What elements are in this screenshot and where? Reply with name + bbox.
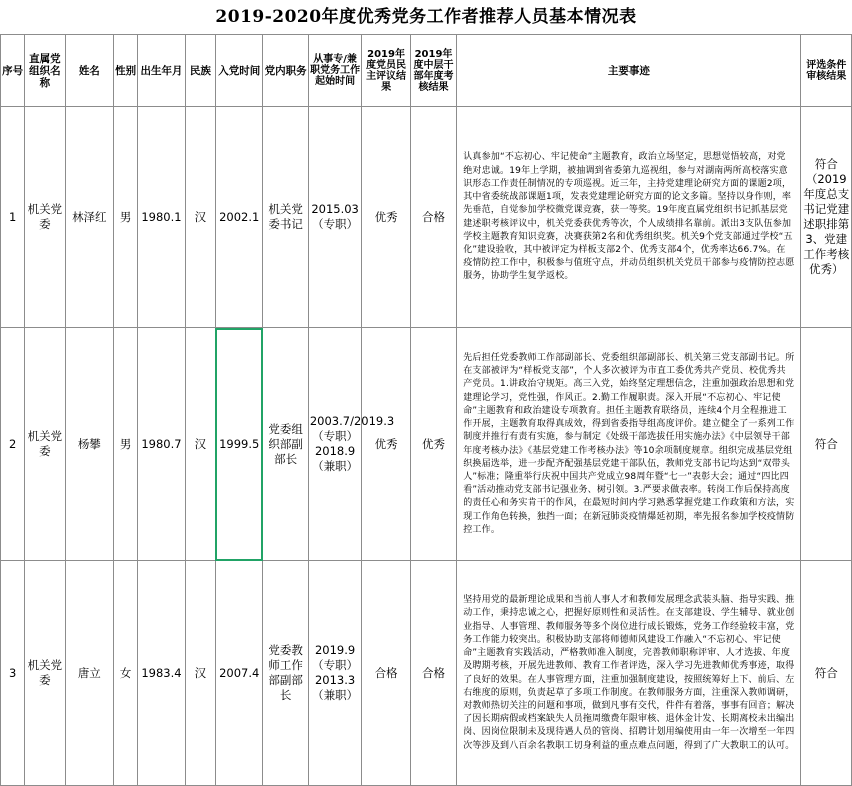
cell-org[interactable]: 机关党委 bbox=[25, 107, 65, 328]
header-name[interactable]: 姓名 bbox=[65, 35, 113, 107]
cell-post[interactable]: 机关党委书记 bbox=[263, 107, 308, 328]
cell-gender[interactable]: 女 bbox=[114, 561, 138, 786]
header-deeds[interactable]: 主要事迹 bbox=[457, 35, 801, 107]
cell-gender[interactable]: 男 bbox=[114, 328, 138, 561]
header-ethnicity[interactable]: 民族 bbox=[185, 35, 215, 107]
header-start[interactable]: 从事专/兼职党务工作起始时间 bbox=[308, 35, 362, 107]
cell-join[interactable]: 2007.4 bbox=[215, 561, 262, 786]
cell-ethnicity[interactable]: 汉 bbox=[185, 328, 215, 561]
cell-post[interactable]: 党委组织部副部长 bbox=[263, 328, 308, 561]
cell-name[interactable]: 林泽红 bbox=[65, 107, 113, 328]
cell-eval-a[interactable]: 合格 bbox=[362, 561, 410, 786]
cell-seq[interactable]: 2 bbox=[1, 328, 25, 561]
cell-review[interactable]: 符合 bbox=[801, 561, 852, 786]
cell-deeds[interactable]: 坚持用党的最新理论成果和当前人事人才和教师发展理念武装头脑、指导实践、推动工作，秉持忠诚之心，把握好原则性和灵活性。在支部建设、学生辅导、就业创业指导、人事管理、教师服务等多个岗位进行成长锻炼，党务工作经验较丰富，党务工作能力较突出。积极协助支部将师德师风建设工作融入“不忘初心、牢记使命”主题教育实践活动，严格教师准入制度，完善教师职称评审、人才选拔、年度及聘期考核，开展先进教师、教育工作者评选，深入学习先进教师优秀事迹，取得了良好的效果。在人事管理方面，注重加强制度建设，按照统筹好上下、前后、左右维度的原则，负责起草了多项工作制度。在教师服务方面，注重深入教师调研，对教师热切关注的问题和事项，做到凡事有交代，件件有着落，事事有回音；解决了因长期病假或档案缺失人员拖周缴费年限审核、退休金计发、长期离校未出编出岗、因岗位限制未及现待遇人员的管岗、招聘计划用编使用由一年一次增至一年四次等涉及到八百余名教职工切身利益的重点难点问题，得到了广大教职工的认可。 bbox=[457, 561, 801, 786]
cell-birth[interactable]: 1983.4 bbox=[138, 561, 185, 786]
cell-join-selected[interactable]: 1999.5 bbox=[215, 328, 262, 561]
cell-ethnicity[interactable]: 汉 bbox=[185, 107, 215, 328]
table-row bbox=[1, 328, 852, 561]
cell-birth[interactable]: 1980.7 bbox=[138, 328, 185, 561]
cell-org[interactable]: 机关党委 bbox=[25, 328, 65, 561]
cell-join[interactable]: 2002.1 bbox=[215, 107, 262, 328]
cell-org[interactable]: 机关党委 bbox=[25, 561, 65, 786]
candidate-table bbox=[0, 34, 852, 786]
header-gender[interactable]: 性别 bbox=[114, 35, 138, 107]
cell-seq[interactable]: 3 bbox=[1, 561, 25, 786]
cell-seq[interactable]: 1 bbox=[1, 107, 25, 328]
cell-deeds[interactable]: 认真参加“不忘初心、牢记使命”主题教育，政治立场坚定，思想觉悟较高，对党绝对忠诚。19年上学期，被抽调到省委第九巡视组，参与对湖南两所高校落实意识形态工作责任制情况的专项巡视。近三年，主持党建理论研究方面的课题2项，其中省委统战部课题1项，发表党建理论研究方面的论文多篇。坚持以身作则，率先垂范，自觉参加学校微党课竞赛，获一等奖。19年度直属党组织书记抓基层党建述职考核评议中，机关党委获优秀等次，个人成绩排名靠前。派出3支队伍参加学校主题教育知识竞赛，决赛获第2名和优秀组织奖。机关9个党支部通过学校“五化”建设验收，其中被评定为样板支部2个、优秀支部4个，优秀率达66.7%。在疫情防控工作中，积极参与值班守点，并动员组织机关党员干部参与疫情防控志愿服务，协助学生复学返校。 bbox=[457, 107, 801, 328]
cell-eval-a[interactable]: 优秀 bbox=[362, 107, 410, 328]
cell-review[interactable]: 符合（2019年度总支书记党建述职排第3、党建工作考核优秀） bbox=[801, 107, 852, 328]
table-row bbox=[1, 107, 852, 328]
header-row bbox=[1, 35, 852, 107]
cell-start[interactable]: 2003.7/2019.3（专职）2018.9（兼职） bbox=[308, 328, 362, 561]
cell-name[interactable]: 杨攀 bbox=[65, 328, 113, 561]
header-seq[interactable]: 序号 bbox=[1, 35, 25, 107]
header-birth[interactable]: 出生年月 bbox=[138, 35, 185, 107]
cell-name[interactable]: 唐立 bbox=[65, 561, 113, 786]
header-review[interactable]: 评选条件审核结果 bbox=[801, 35, 852, 107]
cell-start[interactable]: 2019.9（专职）2013.3（兼职） bbox=[308, 561, 362, 786]
cell-eval-b[interactable]: 合格 bbox=[410, 107, 456, 328]
cell-review[interactable]: 符合 bbox=[801, 328, 852, 561]
cell-deeds[interactable]: 先后担任党委教师工作部副部长、党委组织部副部长、机关第三党支部副书记。所在支部被评为“样板党支部”，个人多次被评为市直工委优秀共产党员、校优秀共产党员。1.讲政治守规矩。高三入党，始终坚定理想信念，注重加强政治思想和党建理论学习，党性强，作风正。2.勤工作履职责。深入开展“不忘初心、牢记使命”主题教育和政治建设专项教育。担任主题教育联络员，连续4个月全程推进工作开展，主题教育取得真成效，得到省委指导组高度评价。建立健全了一系列工作制度并推行有责有实施，参与制定《处级干部选拔任用实施办法》《中层领导干部年度考核办法》《基层党建工作考核办法》等10余项制度规章。组织完成基层党组织换届选举，进一步配齐配强基层党建干部队伍，教师党支部书记均达到“双带头人”标准；隆重举行庆祝中国共产党成立98周年暨“七一”表彰大会；通过“四比四看”活动推动党支部书记强业务、树引领。3.严要求做表率。转岗工作后保持高度的责任心和务实肯干的作风，在最短时间内学习熟悉掌握党建工作政策和方法，实现工作角色转换，独挡一面；在新冠肺炎疫情爆延初期，率先报名参加学校疫情防控工作。 bbox=[457, 328, 801, 561]
cell-gender[interactable]: 男 bbox=[114, 107, 138, 328]
cell-post[interactable]: 党委教师工作部副部长 bbox=[263, 561, 308, 786]
header-org[interactable]: 直属党组织名称 bbox=[25, 35, 65, 107]
header-join[interactable]: 入党时间 bbox=[215, 35, 262, 107]
cell-ethnicity[interactable]: 汉 bbox=[185, 561, 215, 786]
cell-start[interactable]: 2015.03（专职） bbox=[308, 107, 362, 328]
cell-eval-a[interactable]: 优秀 bbox=[362, 328, 410, 561]
header-eval-b[interactable]: 2019年度中层干部年度考核结果 bbox=[410, 35, 456, 107]
table-row bbox=[1, 561, 852, 786]
header-post[interactable]: 党内职务 bbox=[263, 35, 308, 107]
cell-eval-b[interactable]: 优秀 bbox=[410, 328, 456, 561]
header-eval-a[interactable]: 2019年度党员民主评议结果 bbox=[362, 35, 410, 107]
cell-birth[interactable]: 1980.1 bbox=[138, 107, 185, 328]
cell-eval-b[interactable]: 合格 bbox=[410, 561, 456, 786]
page-title: 2019-2020年度优秀党务工作者推荐人员基本情况表 bbox=[215, 7, 637, 27]
